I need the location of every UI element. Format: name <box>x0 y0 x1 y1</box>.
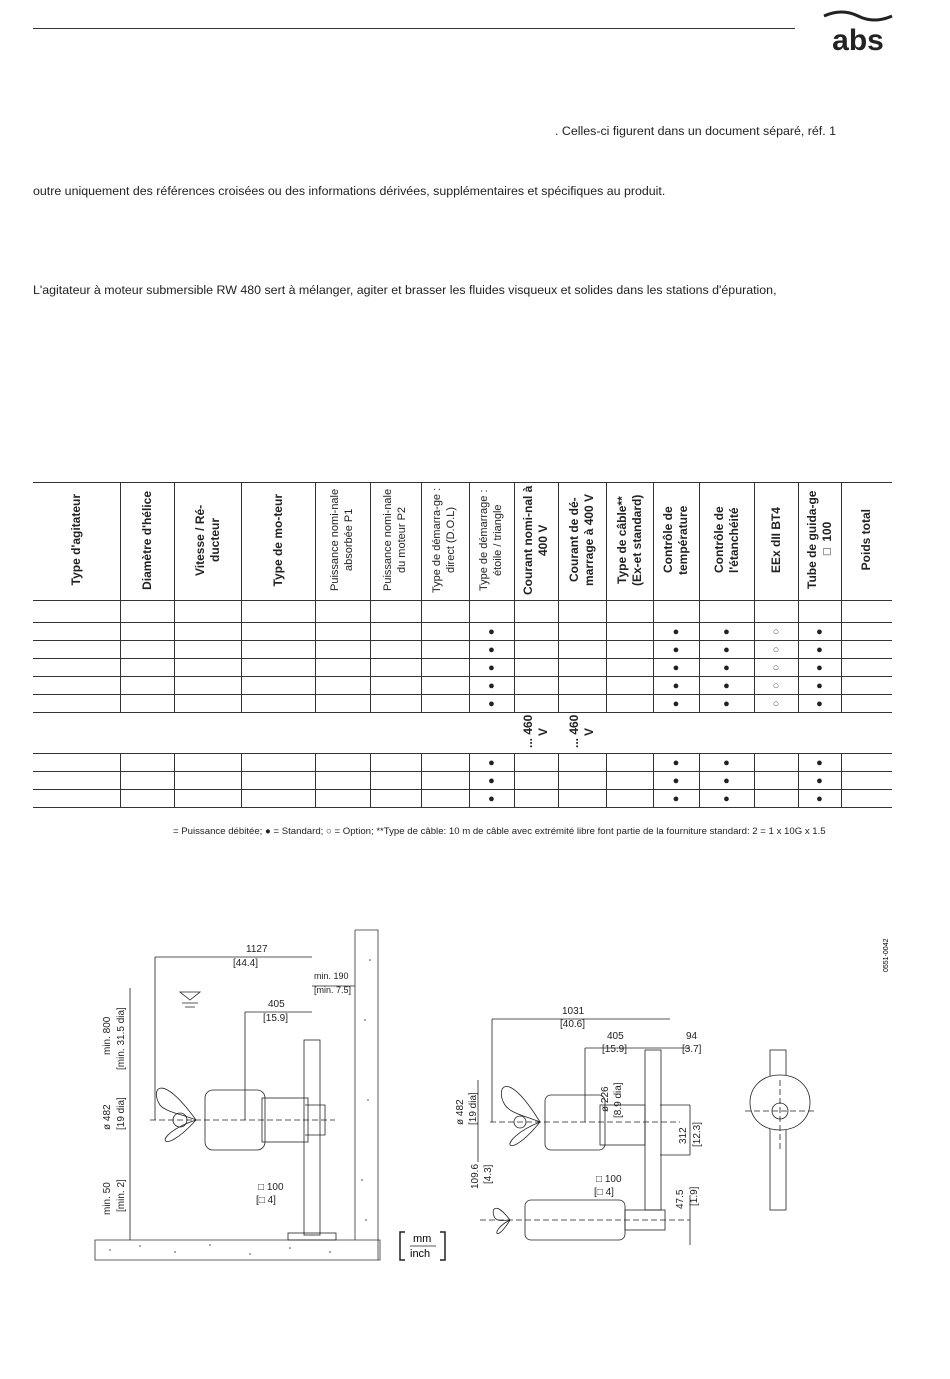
table-cell <box>754 713 798 754</box>
table-cell <box>421 754 469 772</box>
dim-312: 312 <box>678 1127 689 1144</box>
table-cell <box>514 695 558 713</box>
table-cell <box>120 659 174 677</box>
col-header: Type de mo-teur <box>270 493 285 587</box>
table-cell <box>841 713 892 754</box>
dim-405-in: [15.9] <box>263 1013 289 1024</box>
table-header-row <box>33 483 892 601</box>
table-cell <box>798 601 841 623</box>
table-cell <box>606 601 653 623</box>
dim-min50-in: [min. 2] <box>116 1179 127 1212</box>
voltage-row <box>33 713 892 754</box>
spec-table <box>33 482 892 808</box>
table-cell <box>514 641 558 659</box>
table-cell <box>370 790 421 808</box>
table-cell <box>315 713 370 754</box>
table-cell <box>33 713 120 754</box>
table-cell: ● <box>653 659 699 677</box>
table-cell <box>421 677 469 695</box>
description-text: L'agitateur à moteur submersible RW 480 sert à mélanger, agiter et brasser les fluides visqueux et solides dans les stations d'épuration, <box>33 283 777 297</box>
table-cell <box>421 713 469 754</box>
table-cell <box>241 623 315 641</box>
voltage-cell <box>514 713 558 754</box>
table-cell: ● <box>699 790 754 808</box>
table-cell <box>606 754 653 772</box>
table-cell: ● <box>469 695 514 713</box>
table-cell <box>841 677 892 695</box>
table-cell <box>120 772 174 790</box>
dim-482-right: ø 482 <box>455 1099 466 1125</box>
table-cell: ● <box>699 659 754 677</box>
table-cell <box>241 641 315 659</box>
table-cell: ○ <box>754 623 798 641</box>
table-cell <box>241 659 315 677</box>
table-cell <box>514 623 558 641</box>
dim-47-in: [1.9] <box>689 1186 700 1206</box>
table-cell <box>606 677 653 695</box>
table-cell <box>469 713 514 754</box>
table-row <box>33 601 892 623</box>
table-cell <box>841 790 892 808</box>
table-cell <box>315 641 370 659</box>
table-cell <box>841 641 892 659</box>
table-cell <box>558 659 606 677</box>
table-cell <box>514 601 558 623</box>
table-cell: ● <box>798 790 841 808</box>
table-cell <box>33 623 120 641</box>
table-cell: ● <box>653 772 699 790</box>
dim-94-in: [3.7] <box>682 1044 702 1055</box>
table-cell <box>241 754 315 772</box>
col-header: Contrôle de température <box>661 505 690 575</box>
dim-405: 405 <box>268 999 285 1010</box>
table-cell <box>754 772 798 790</box>
table-cell <box>606 623 653 641</box>
table-cell <box>798 713 841 754</box>
table-cell <box>315 601 370 623</box>
table-row <box>33 754 892 772</box>
table-cell <box>653 601 699 623</box>
table-row <box>33 790 892 808</box>
table-cell: ● <box>469 623 514 641</box>
table-cell <box>558 677 606 695</box>
table-cell <box>33 641 120 659</box>
table-cell <box>120 695 174 713</box>
table-cell: ● <box>699 695 754 713</box>
table-cell: ● <box>653 623 699 641</box>
dim-tube-right-in: [□ 4] <box>594 1187 614 1198</box>
table-cell <box>606 659 653 677</box>
table-cell <box>174 659 241 677</box>
table-cell <box>315 695 370 713</box>
table-cell <box>370 754 421 772</box>
dim-226-in: [8.9 dia] <box>613 1082 624 1118</box>
col-header: Diamètre d'hélice <box>139 490 154 590</box>
table-cell: ● <box>469 677 514 695</box>
table-cell: ● <box>469 790 514 808</box>
dim-312-in: [12.3] <box>692 1121 703 1147</box>
dim-482-right-in: [19 dia] <box>468 1092 479 1125</box>
table-cell <box>754 754 798 772</box>
table-cell <box>514 677 558 695</box>
table-row <box>33 623 892 641</box>
dim-226: ø 226 <box>600 1086 611 1112</box>
table-cell <box>174 754 241 772</box>
table-cell <box>33 790 120 808</box>
dim-405-right: 405 <box>607 1031 624 1042</box>
dim-min50: min. 50 <box>102 1182 113 1215</box>
col-header: Type de démarrage : étoile / triangle <box>477 489 504 591</box>
table-cell <box>120 790 174 808</box>
drawing-ref: 0551-0042 <box>883 938 890 972</box>
table-cell <box>370 659 421 677</box>
table-cell <box>241 695 315 713</box>
col-header: Type de démarra-ge : direct (D.O.L) <box>431 487 457 593</box>
dim-47: 47.5 <box>675 1189 686 1209</box>
dim-min190-in: [min. 7.5] <box>314 985 352 995</box>
table-cell <box>174 790 241 808</box>
table-cell <box>174 677 241 695</box>
table-cell: ● <box>798 772 841 790</box>
dim-1127-in: [44.4] <box>233 958 259 969</box>
table-cell <box>841 601 892 623</box>
dim-tube-in: [□ 4] <box>256 1195 276 1206</box>
table-cell: ● <box>699 677 754 695</box>
table-cell <box>241 677 315 695</box>
table-cell: ○ <box>754 659 798 677</box>
table-row <box>33 695 892 713</box>
table-cell <box>315 754 370 772</box>
dimension-drawing <box>0 900 950 1300</box>
table-cell <box>841 623 892 641</box>
table-cell: ● <box>469 641 514 659</box>
table-footnote: = Puissance débitée; ● = Standard; ○ = Option; **Type de câble: 10 m de câble avec extrémité libre font partie de la fourniture standard: 2 = 1 x 10G x 1.5 <box>173 826 826 837</box>
col-header: Type de câble** (Ex-et standard) <box>614 494 644 586</box>
dim-1127: 1127 <box>246 944 268 955</box>
table-row <box>33 641 892 659</box>
table-cell <box>558 772 606 790</box>
table-cell: ● <box>699 772 754 790</box>
table-cell <box>754 790 798 808</box>
table-cell <box>754 601 798 623</box>
table-cell: ● <box>798 641 841 659</box>
table-cell: ● <box>798 754 841 772</box>
table-cell <box>315 772 370 790</box>
col-header: Courant nomi-nal à 400 V <box>521 485 550 595</box>
table-cell: ● <box>653 677 699 695</box>
table-cell <box>120 754 174 772</box>
table-cell <box>421 772 469 790</box>
table-cell: ● <box>699 754 754 772</box>
table-cell <box>174 641 241 659</box>
col-header: Puissance nomi-nale absorbée P1 <box>328 488 355 592</box>
table-cell <box>653 713 699 754</box>
table-cell: ● <box>798 677 841 695</box>
table-row <box>33 659 892 677</box>
table-cell <box>841 659 892 677</box>
table-cell <box>174 772 241 790</box>
table-cell <box>558 790 606 808</box>
table-cell <box>33 659 120 677</box>
col-header: Vitesse / Ré-ducteur <box>192 504 222 576</box>
table-cell <box>33 677 120 695</box>
table-cell <box>699 713 754 754</box>
table-cell <box>120 623 174 641</box>
table-cell <box>315 677 370 695</box>
table-cell <box>606 641 653 659</box>
dim-min800: min. 800 <box>102 1016 113 1055</box>
table-cell <box>514 772 558 790</box>
table-cell <box>370 772 421 790</box>
col-header: Courant de dé-marrage à 400 V <box>567 493 596 587</box>
table-cell <box>841 695 892 713</box>
table-row <box>33 677 892 695</box>
table-cell <box>174 623 241 641</box>
table-cell <box>120 713 174 754</box>
unit-inch: inch <box>410 1248 431 1260</box>
table-cell <box>606 695 653 713</box>
col-header: Type d'agitateur <box>68 494 83 586</box>
voltage-cell <box>558 713 606 754</box>
voltage-label: ... 460 V <box>567 714 596 749</box>
table-cell: ● <box>469 754 514 772</box>
dim-405-right-in: [15.9] <box>602 1044 628 1055</box>
table-cell <box>558 641 606 659</box>
table-cell <box>120 641 174 659</box>
dim-109-in: [4.3] <box>483 1164 494 1184</box>
dim-1031-in: [40.6] <box>560 1019 586 1030</box>
table-cell <box>33 601 120 623</box>
table-cell <box>241 713 315 754</box>
col-header: Poids total <box>859 509 874 571</box>
table-cell <box>120 677 174 695</box>
table-cell: ○ <box>754 677 798 695</box>
table-cell <box>315 659 370 677</box>
table-cell <box>421 790 469 808</box>
dim-tube-right: □ 100 <box>596 1174 622 1185</box>
table-cell <box>370 713 421 754</box>
table-cell: ● <box>653 790 699 808</box>
table-cell <box>558 754 606 772</box>
table-cell: ○ <box>754 641 798 659</box>
table-cell <box>370 641 421 659</box>
table-cell: ● <box>798 623 841 641</box>
table-cell <box>174 601 241 623</box>
table-cell <box>514 659 558 677</box>
table-cell <box>558 601 606 623</box>
logo-text: abs <box>832 24 884 56</box>
intro-text-1: . Celles-ci figurent dans un document séparé, réf. 1 <box>555 124 837 138</box>
table-cell <box>174 713 241 754</box>
table-cell <box>421 659 469 677</box>
table-cell <box>33 754 120 772</box>
col-header: EEx dII BT4 <box>768 506 783 574</box>
table-cell <box>699 601 754 623</box>
table-row <box>33 772 892 790</box>
table-cell <box>421 623 469 641</box>
dim-1031: 1031 <box>562 1006 585 1017</box>
table-cell: ● <box>798 659 841 677</box>
dim-482: ø 482 <box>102 1104 113 1130</box>
dim-min190: min. 190 <box>314 971 349 981</box>
table-cell: ○ <box>754 695 798 713</box>
table-cell <box>370 677 421 695</box>
table-cell <box>606 713 653 754</box>
table-cell: ● <box>653 641 699 659</box>
table-cell <box>469 601 514 623</box>
abs-logo <box>822 10 894 56</box>
col-header: Contrôle de l'étanchéité <box>711 506 741 574</box>
col-header: Tube de guida-ge □ 100 <box>804 490 834 590</box>
table-cell: ● <box>699 623 754 641</box>
table-cell <box>514 754 558 772</box>
table-cell <box>241 601 315 623</box>
dim-94: 94 <box>686 1031 698 1042</box>
dim-482-in: [19 dia] <box>116 1097 127 1130</box>
table-cell <box>370 601 421 623</box>
voltage-label: ... 460 V <box>521 714 550 749</box>
table-cell <box>558 695 606 713</box>
table-cell <box>841 754 892 772</box>
header-rule <box>33 28 795 29</box>
table-cell <box>33 695 120 713</box>
table-cell: ● <box>469 772 514 790</box>
intro-text-2: outre uniquement des références croisées ou des informations dérivées, supplémentaires et spécifiques au produit. <box>33 184 666 198</box>
table-cell <box>606 790 653 808</box>
table-cell <box>120 601 174 623</box>
table-cell <box>315 623 370 641</box>
table-cell <box>370 695 421 713</box>
table-cell <box>315 790 370 808</box>
unit-mm: mm <box>413 1233 432 1245</box>
table-cell: ● <box>653 695 699 713</box>
table-cell <box>421 601 469 623</box>
table-cell <box>241 772 315 790</box>
table-cell <box>514 790 558 808</box>
col-header: Puissance nomi-nale du moteur P2 <box>381 488 408 592</box>
dim-tube: □ 100 <box>258 1182 284 1193</box>
table-cell: ● <box>798 695 841 713</box>
dim-min800-in: [min. 31.5 dia] <box>116 1007 127 1070</box>
table-cell: ● <box>653 754 699 772</box>
dim-109: 109.6 <box>470 1163 481 1189</box>
table-cell: ● <box>469 659 514 677</box>
table-cell <box>174 695 241 713</box>
table-cell <box>241 790 315 808</box>
table-cell <box>558 623 606 641</box>
table-cell <box>421 695 469 713</box>
table-cell <box>606 772 653 790</box>
table-cell: ● <box>699 641 754 659</box>
table-cell <box>421 641 469 659</box>
table-cell <box>370 623 421 641</box>
table-cell <box>33 772 120 790</box>
table-cell <box>841 772 892 790</box>
